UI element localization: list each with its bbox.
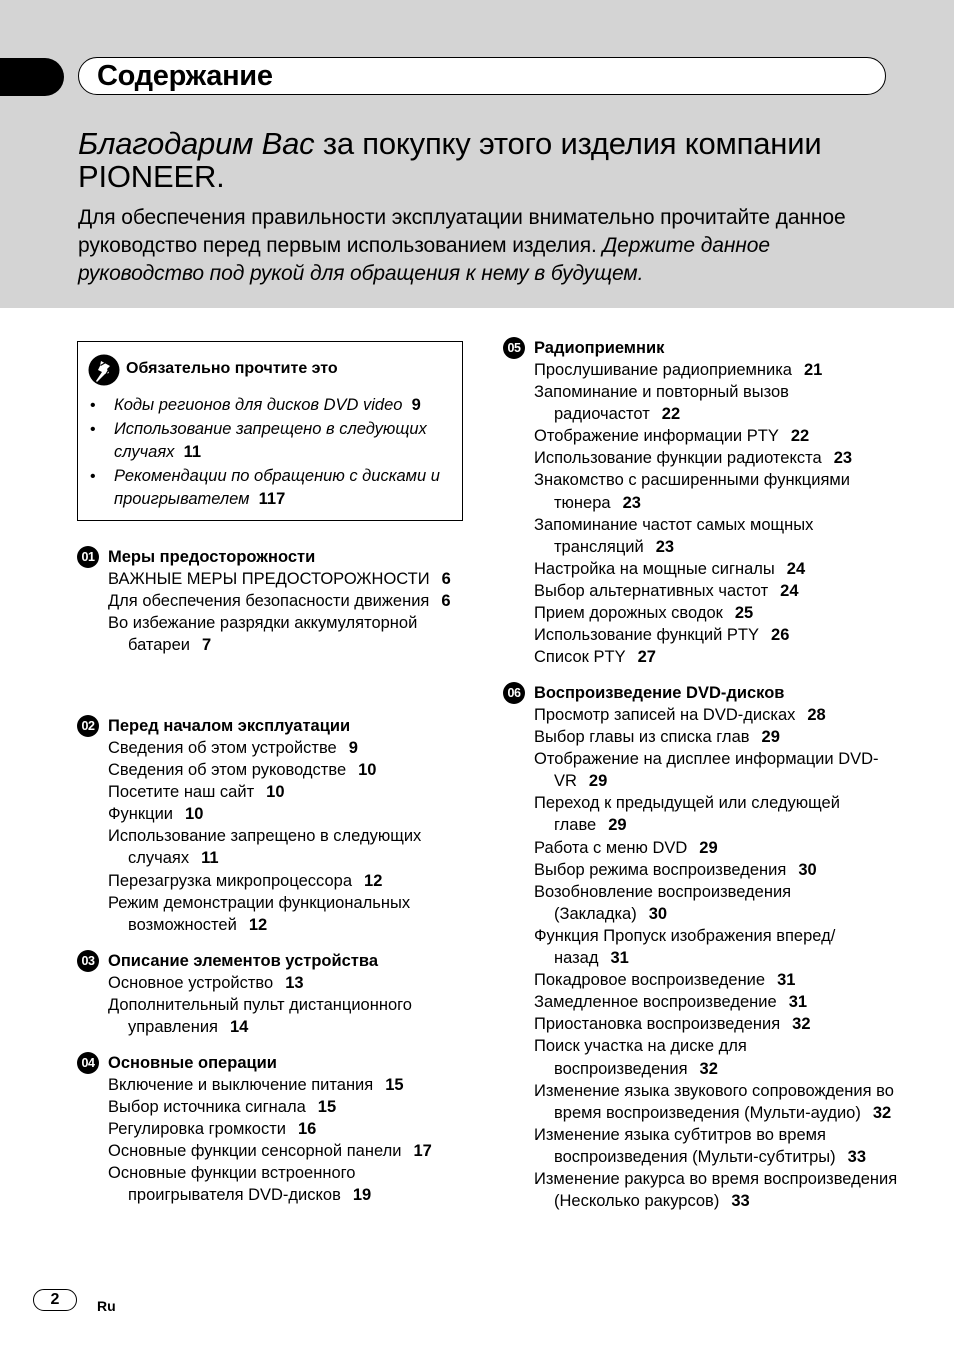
toc-entry[interactable]: [534, 859, 904, 881]
must-read-item[interactable]: [88, 394, 458, 418]
toc-entry[interactable]: [534, 991, 904, 1013]
toc-entry-page: 17: [413, 1142, 432, 1161]
toc-entry-page: 32: [699, 1059, 718, 1078]
toc-entry[interactable]: [108, 994, 468, 1038]
toc-entry-page: 22: [661, 405, 681, 424]
toc-entry-text: Изменение языка звукового сопровождения во время воспроизведения (Мульти-аудио): [534, 1081, 894, 1122]
toc-entry-page: 33: [731, 1192, 750, 1211]
section-tab-marker: [0, 58, 64, 96]
toc-entry[interactable]: [534, 447, 904, 469]
chapter-entry-list: [534, 359, 904, 668]
toc-entry-page: 12: [364, 871, 383, 890]
toc-entry-text: Отображение информации PTY: [534, 427, 779, 446]
toc-entry-page: 7: [202, 636, 212, 655]
must-read-item-page: 9: [411, 396, 421, 414]
toc-entry[interactable]: [534, 1035, 904, 1079]
toc-entry-text: Покадровое воспроизведение: [534, 971, 766, 990]
toc-entry-page: 9: [348, 739, 358, 757]
toc-entry-text: Переход к предыдущей или следующей главе: [534, 794, 840, 835]
toc-entry-text: Дополнительный пульт дистанционного управления: [108, 996, 412, 1037]
toc-entry-page: 10: [185, 805, 204, 824]
toc-entry-page: 23: [622, 493, 641, 512]
toc-entry-page: 29: [588, 772, 608, 791]
toc-entry-text: Приостановка воспроизведения: [534, 1015, 781, 1034]
must-read-item-text: Рекомендации по обращению с дисками и проигрывателем: [114, 466, 440, 508]
page-number: 2: [50, 1291, 60, 1308]
chapter-number-badge: 01: [77, 546, 99, 568]
toc-entry-page: 16: [298, 1120, 317, 1139]
toc-entry-page: 11: [201, 849, 219, 868]
toc-entry[interactable]: [108, 1074, 468, 1096]
toc-entry-text: Запоминание частот самых мощных трансляций: [534, 515, 814, 556]
toc-entry-text: Изменение ракурса во время воспроизведения (Несколько ракурсов): [534, 1169, 898, 1211]
chapter-number-badge: 02: [77, 715, 99, 737]
intro-heading-rest: за покупку этого изделия компании PIONEER.: [78, 126, 822, 194]
toc-entry-text: Запоминание и повторный вызов радиочастот: [534, 383, 789, 424]
toc-entry[interactable]: [534, 1013, 904, 1035]
toc-entry[interactable]: [534, 425, 904, 447]
toc-entry-text: Основные функции сенсорной панели: [108, 1142, 402, 1161]
toc-entry[interactable]: [534, 748, 904, 792]
must-read-title: Обязательно прочтите это: [126, 360, 338, 377]
language-code: Ru: [97, 1298, 116, 1314]
toc-entry[interactable]: [108, 892, 468, 936]
toc-entry-text: Режим демонстрации функциональных возможностей: [108, 893, 411, 934]
chapter-title[interactable]: Описание элементов устройства: [108, 952, 378, 970]
chapter-number-badge: 05: [503, 337, 525, 359]
toc-entry[interactable]: [108, 1162, 468, 1206]
toc-entry-page: 33: [847, 1147, 866, 1166]
toc-entry[interactable]: [534, 1080, 904, 1124]
chapter-entry-list: [534, 704, 904, 1212]
chapter-entry-list: [108, 972, 468, 1038]
page-title: Содержание: [97, 60, 273, 92]
toc-entry[interactable]: [108, 590, 468, 612]
intro-heading: [78, 127, 898, 193]
chapter-title[interactable]: Меры предосторожности: [108, 548, 316, 566]
must-read-item[interactable]: [88, 418, 458, 465]
toc-entry[interactable]: [534, 646, 904, 668]
chapter-number-badge: 06: [503, 682, 525, 704]
toc-entry-text: Посетите наш сайт: [108, 783, 255, 802]
toc-entry[interactable]: [108, 1096, 468, 1118]
toc-entry[interactable]: [108, 870, 468, 892]
toc-entry-text: Функция Пропуск изображения вперед/назад: [534, 926, 836, 968]
toc-entry[interactable]: [108, 759, 468, 781]
toc-entry-page: 23: [655, 537, 675, 556]
toc-entry[interactable]: [534, 558, 904, 580]
toc-entry[interactable]: [534, 837, 904, 859]
toc-entry-page: 15: [385, 1076, 404, 1094]
toc-entry[interactable]: [108, 781, 468, 803]
toc-entry-text: Использование функции радиотекста: [534, 449, 822, 468]
toc-entry-text: Выбор источника сигнала: [108, 1098, 306, 1117]
toc-entry-page: 23: [833, 449, 853, 468]
toc-entry-text: Основные функции встроенного проигрывателя DVD-дисков: [108, 1164, 356, 1205]
toc-entry-page: 6: [441, 570, 451, 588]
toc-entry-text: Сведения об этом руководстве: [108, 761, 347, 780]
toc-entry-page: 22: [790, 427, 810, 446]
toc-entry[interactable]: [534, 726, 904, 748]
toc-entry-text: Поиск участка на диске для воспроизведения: [534, 1037, 747, 1078]
toc-entry-page: 15: [317, 1098, 337, 1117]
toc-entry-page: 21: [803, 361, 823, 379]
toc-entry-page: 24: [786, 559, 806, 578]
chapter-entry-list: [108, 737, 468, 936]
chapter-title[interactable]: Основные операции: [108, 1054, 277, 1072]
toc-entry-page: 24: [780, 581, 799, 600]
toc-entry[interactable]: [534, 359, 904, 381]
toc-entry[interactable]: [108, 1118, 468, 1140]
toc-entry[interactable]: [108, 568, 468, 590]
toc-entry-text: Перезагрузка микропроцессора: [108, 871, 353, 890]
toc-entry[interactable]: [534, 704, 904, 726]
toc-entry[interactable]: [108, 803, 468, 825]
toc-entry-page: 32: [792, 1015, 811, 1034]
toc-entry-text: Выбор альтернативных частот: [534, 581, 769, 600]
toc-entry-text: Знакомство с расширенными функциями тюнера: [534, 471, 850, 512]
must-read-item-page: 117: [258, 490, 286, 508]
toc-entry-text: Выбор главы из списка глав: [534, 728, 750, 747]
toc-entry-page: 29: [608, 816, 627, 835]
toc-entry[interactable]: [108, 737, 468, 759]
toc-entry[interactable]: [534, 925, 904, 969]
toc-entry-text: Использование функций PTY: [534, 626, 760, 645]
chapter-number-badge: 03: [77, 950, 99, 972]
toc-entry-text: Для обеспечения безопасности движения: [108, 592, 430, 611]
intro-heading-italic: Благодарим Вас: [78, 126, 315, 161]
chapter-entry-list: [108, 1074, 468, 1207]
toc-entry[interactable]: [534, 1168, 904, 1212]
toc-entry[interactable]: [534, 381, 904, 425]
toc-entry-text: Замедленное воспроизведение: [534, 993, 777, 1012]
intro-text-italic: Держите данное руководство под рукой для обращения к нему в будущем.: [78, 234, 770, 285]
intro-text: [78, 204, 878, 288]
toc-entry[interactable]: [108, 972, 468, 994]
toc-entry-text: Возобновление воспроизведения (Закладка): [534, 882, 792, 923]
toc-entry-text: Выбор режима воспроизведения: [534, 860, 787, 879]
toc-entry-text: Сведения об этом устройстве: [108, 739, 337, 757]
toc-entry-page: 25: [734, 604, 754, 623]
page-number-badge: [33, 1289, 77, 1311]
toc-entry-page: 29: [699, 838, 718, 857]
chapter-entry-list: [108, 568, 468, 656]
toc-entry-text: Включение и выключение питания: [108, 1076, 374, 1094]
toc-entry[interactable]: [534, 792, 904, 836]
chapter-title[interactable]: Перед началом эксплуатации: [108, 717, 351, 735]
toc-entry-text: Прослушивание радиоприемника: [534, 361, 792, 379]
must-read-list: [88, 394, 458, 512]
toc-entry[interactable]: [534, 624, 904, 646]
toc-entry[interactable]: [108, 1140, 468, 1162]
toc-entry-page: 31: [788, 993, 808, 1012]
toc-entry-page: 27: [637, 648, 656, 667]
toc-entry-page: 26: [771, 626, 790, 645]
chapter-title[interactable]: Радиоприемник: [534, 339, 665, 357]
toc-entry[interactable]: [534, 1124, 904, 1168]
must-read-item-page: 11: [183, 443, 202, 461]
must-read-item-text: Использование запрещено в следующих случаях: [114, 419, 427, 461]
toc-entry[interactable]: [534, 580, 904, 602]
toc-entry-page: 19: [352, 1186, 372, 1205]
toc-entry-text: Просмотр записей на DVD-дисках: [534, 706, 796, 724]
toc-entry-page: 29: [761, 728, 780, 747]
toc-entry-text: Отображение на дисплее информации DVD-VR: [534, 750, 879, 791]
must-read-item[interactable]: [88, 465, 458, 512]
toc-entry-text: Функции: [108, 805, 174, 824]
toc-entry[interactable]: [534, 881, 904, 925]
toc-entry-page: 10: [358, 761, 377, 780]
toc-entry-page: 30: [648, 904, 668, 923]
toc-entry-text: Во избежание разрядки аккумуляторной батареи: [108, 614, 418, 655]
intro-text-plain: Для обеспечения правильности эксплуатации внимательно прочитайте данное руководство перед первым использованием изделия.: [78, 206, 846, 257]
toc-entry[interactable]: [534, 969, 904, 991]
page-title-frame: [78, 57, 886, 95]
toc-entry[interactable]: [534, 602, 904, 624]
chapter-number-badge: 04: [77, 1052, 99, 1074]
must-read-box: [77, 341, 463, 521]
toc-entry-text: Изменение языка субтитров во время воспроизведения (Мульти-субтитры): [534, 1125, 836, 1166]
toc-entry-text: Регулировка громкости: [108, 1120, 286, 1139]
toc-entry[interactable]: [108, 612, 468, 656]
toc-entry-text: Прием дорожных сводок: [534, 604, 723, 623]
chapter-title[interactable]: Воспроизведение DVD-дисков: [534, 684, 785, 702]
toc-entry-text: Использование запрещено в следующих случаях: [108, 827, 422, 868]
toc-entry-page: 10: [266, 783, 285, 802]
toc-entry-text: Работа с меню DVD: [534, 838, 688, 857]
pushpin-icon: [88, 354, 120, 386]
toc-entry-page: 31: [777, 971, 796, 990]
must-read-item-text: Коды регионов для дисков DVD video: [114, 396, 403, 414]
toc-entry-page: 30: [798, 860, 817, 879]
toc-entry-text: Список PTY: [534, 648, 626, 667]
toc-entry[interactable]: [108, 825, 468, 869]
toc-entry-text: ВАЖНЫЕ МЕРЫ ПРЕДОСТОРОЖНОСТИ: [108, 570, 430, 588]
toc-entry-text: Основное устройство: [108, 974, 274, 992]
toc-entry-page: 12: [248, 915, 268, 934]
toc-entry-page: 28: [807, 706, 826, 724]
toc-entry[interactable]: [534, 469, 904, 513]
toc-entry-page: 6: [441, 592, 451, 611]
toc-entry-page: 13: [285, 974, 304, 992]
toc-entry-page: 31: [610, 949, 629, 968]
toc-entry-text: Настройка на мощные сигналы: [534, 559, 775, 578]
toc-entry[interactable]: [534, 514, 904, 558]
toc-entry-page: 32: [872, 1103, 892, 1122]
toc-entry-page: 14: [230, 1018, 249, 1037]
